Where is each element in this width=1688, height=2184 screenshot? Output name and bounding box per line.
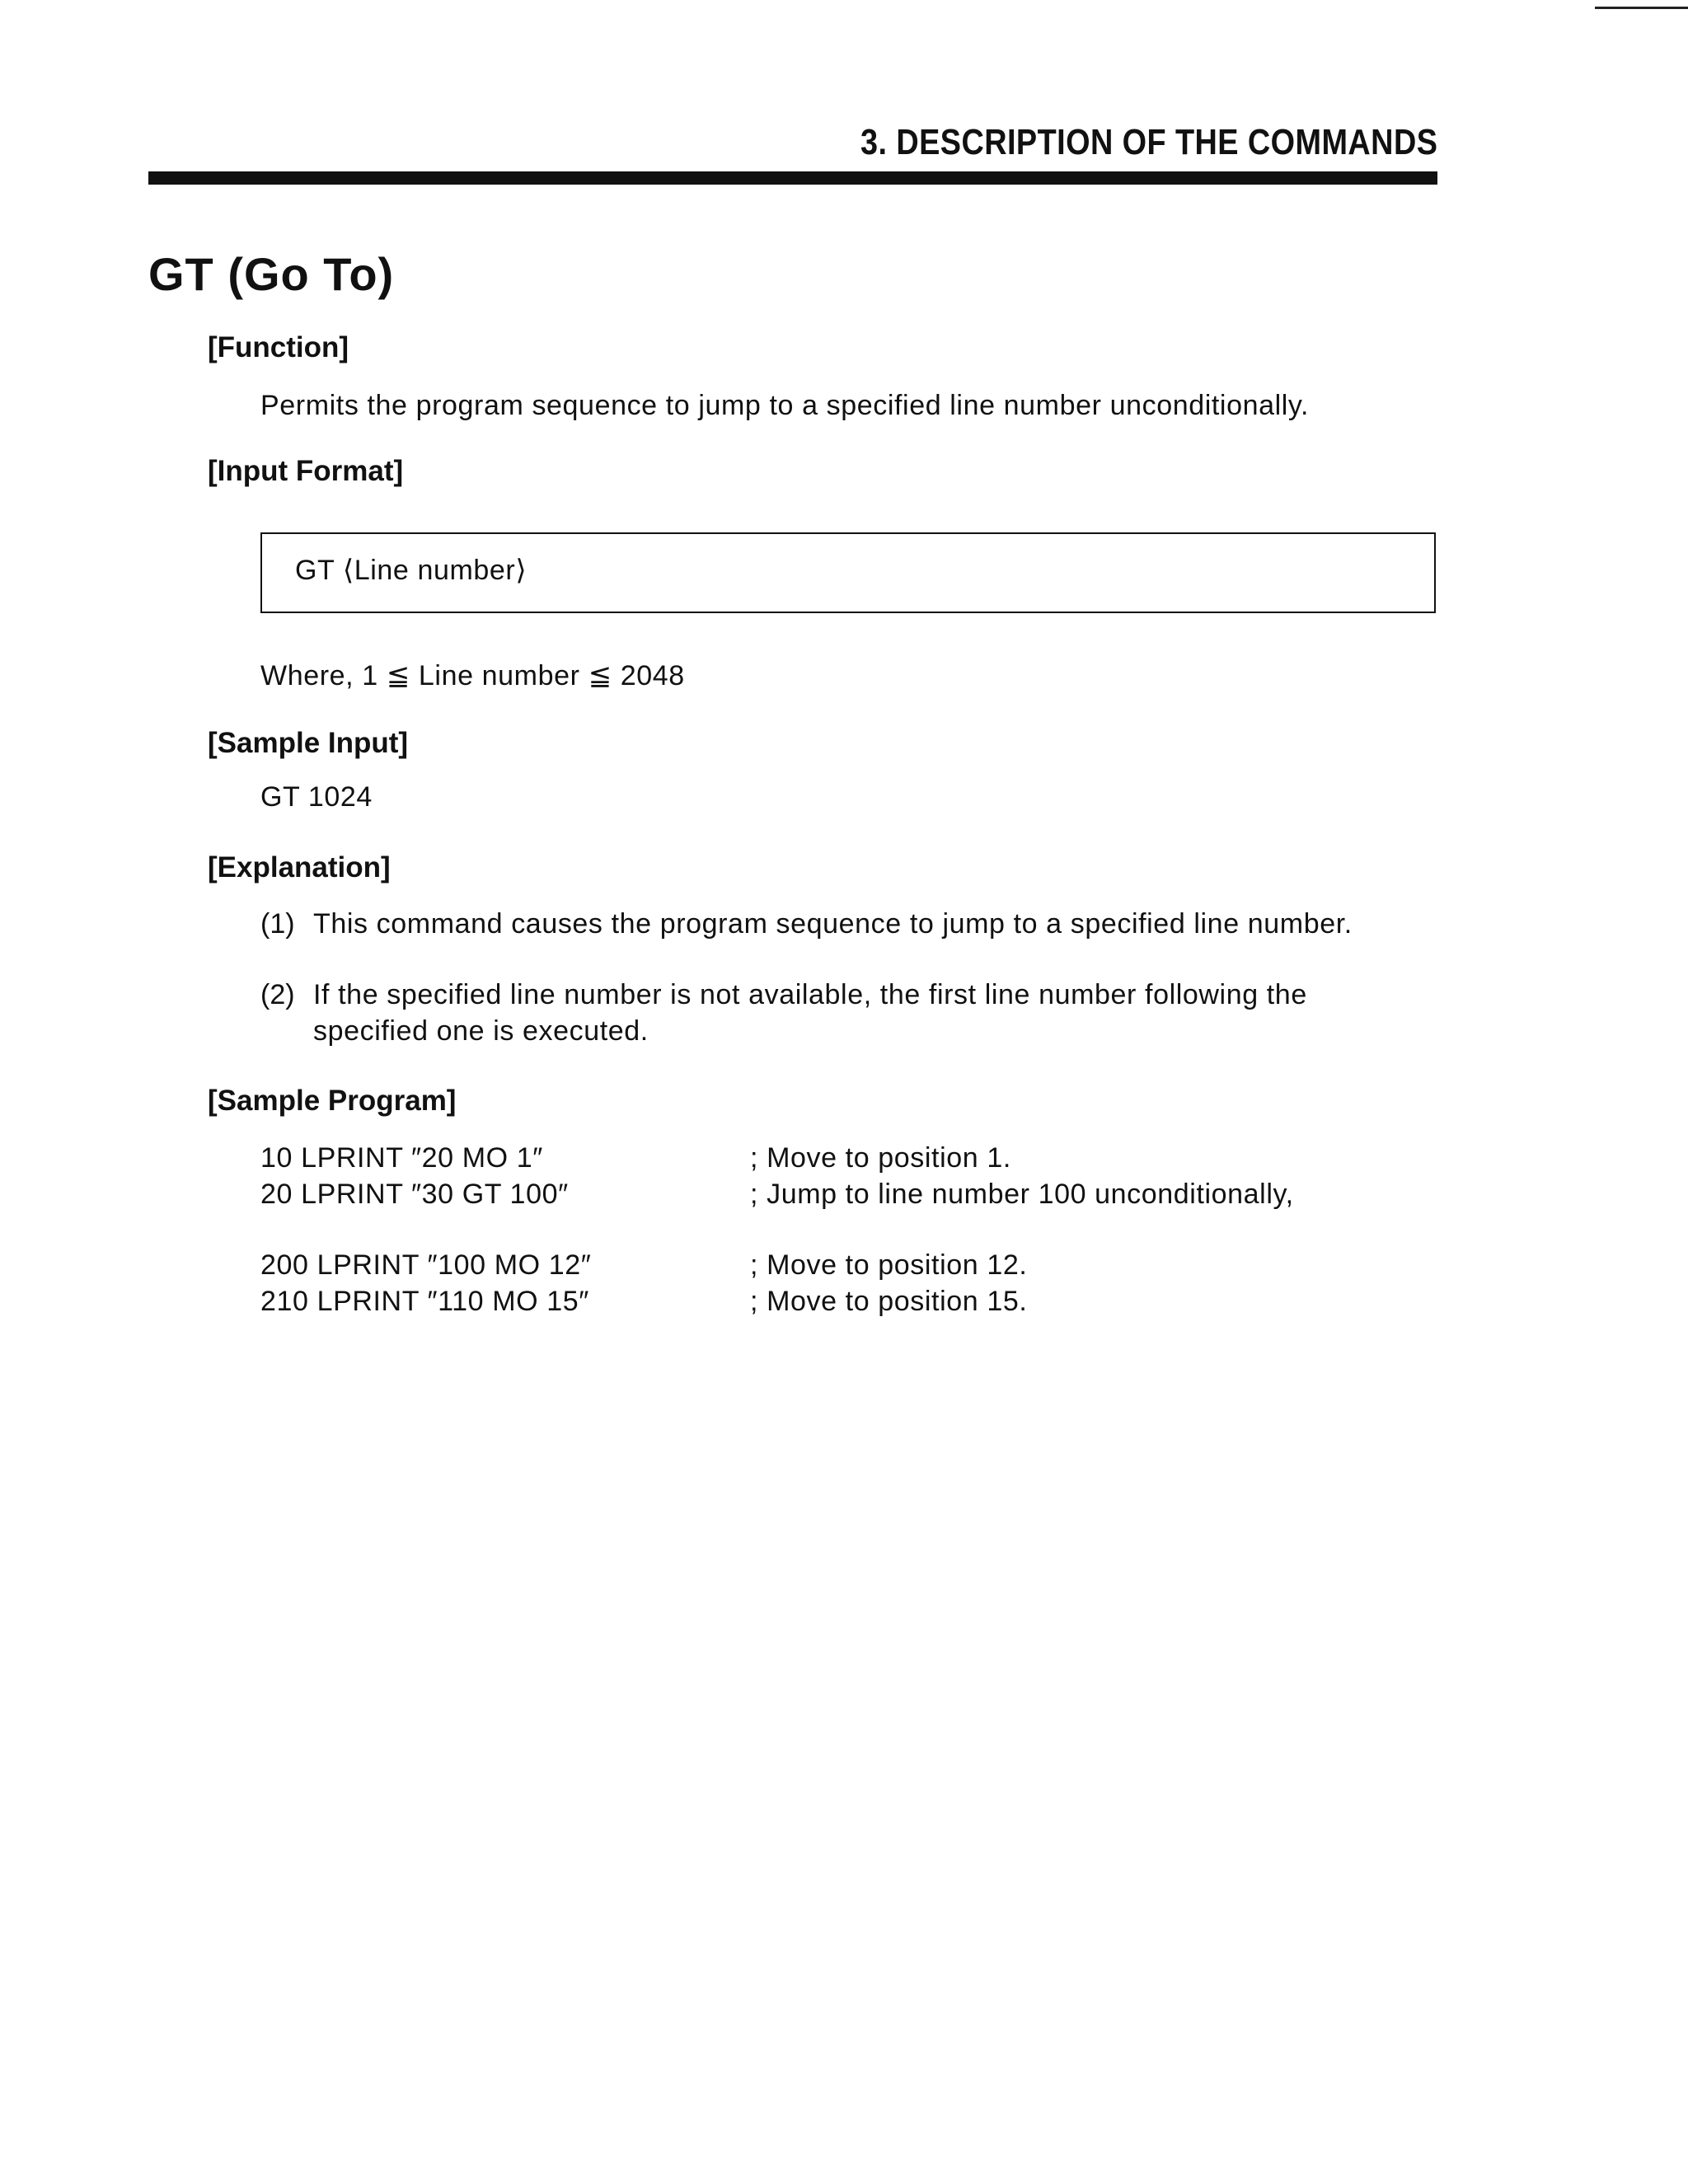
program-line-comment: ; Move to position 1.: [750, 1142, 1011, 1174]
function-text: Permits the program sequence to jump to a specified line number unconditionally.: [260, 390, 1310, 421]
program-line-comment: ; Jump to line number 100 unconditionally,: [750, 1179, 1294, 1210]
sample-input-text: GT 1024: [260, 781, 373, 813]
input-format-heading: [Input Format]: [208, 455, 404, 487]
program-line-comment: ; Move to position 12.: [750, 1249, 1028, 1281]
line-number-range: Where, 1 ≦ Line number ≦ 2048: [260, 660, 685, 691]
explanation-heading: [Explanation]: [208, 851, 391, 883]
running-header-title: 3. DESCRIPTION OF THE COMMANDS: [860, 122, 1437, 162]
explanation-item-number: (1): [260, 908, 295, 940]
corner-scan-mark: [1595, 7, 1688, 9]
page-title: GT (Go To): [148, 248, 395, 300]
program-line-code: 20 LPRINT ″30 GT 100″: [260, 1179, 569, 1210]
explanation-item-number: (2): [260, 979, 295, 1010]
sample-input-heading: [Sample Input]: [208, 727, 409, 759]
explanation-item-text: This command causes the program sequence to jump to a specified line number.: [313, 908, 1353, 940]
program-line-code: 10 LPRINT ″20 MO 1″: [260, 1142, 543, 1174]
explanation-item-text: If the specified line number is not available, the first line number following the: [313, 979, 1307, 1010]
program-line-code: 200 LPRINT ″100 MO 12″: [260, 1249, 592, 1281]
sample-program-heading: [Sample Program]: [208, 1085, 457, 1117]
input-format-syntax: GT ⟨Line number⟩: [295, 555, 528, 586]
input-format-box: [260, 532, 1436, 613]
program-line-comment: ; Move to position 15.: [750, 1286, 1028, 1317]
explanation-item-text: specified one is executed.: [313, 1015, 649, 1047]
program-line-code: 210 LPRINT ″110 MO 15″: [260, 1286, 589, 1317]
header-rule: [148, 171, 1437, 185]
function-heading: [Function]: [208, 331, 349, 363]
